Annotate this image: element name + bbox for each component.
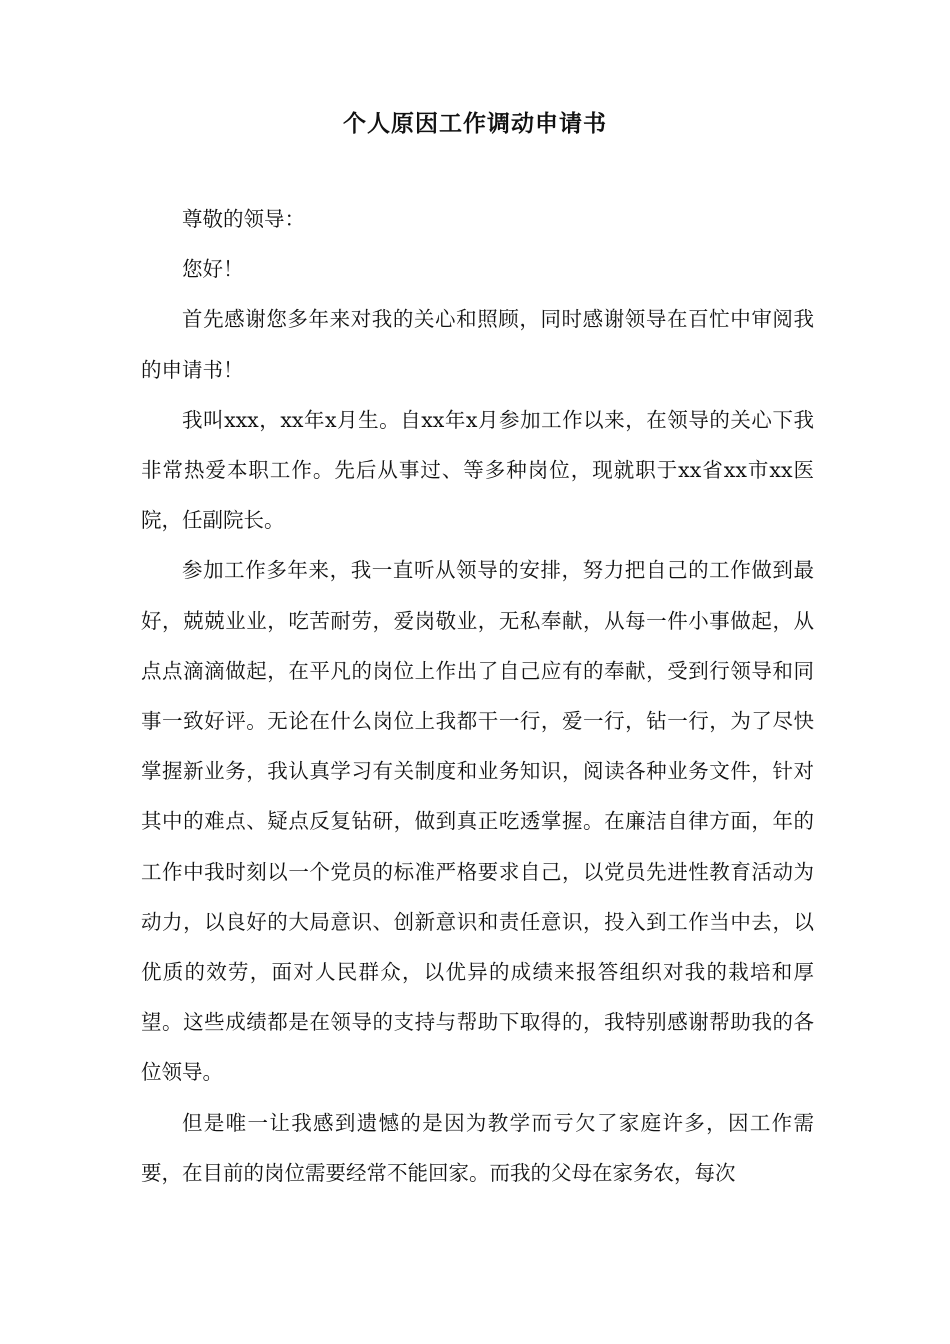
paragraph-thanks: 首先感谢您多年来对我的关心和照顾，同时感谢领导在百忙中审阅我的申请书！ (141, 307, 814, 382)
letter-body (141, 194, 814, 1198)
greeting: 您好！ (182, 257, 244, 282)
paragraph-introduction: 我叫xxx，xx年x月生。自xx年x月参加工作以来，在领导的关心下我非常热爱本职工作。先后从事过、等多种岗位，现就职于xx省xx市xx医院，任副院长。 (141, 407, 814, 533)
salutation: 尊敬的领导： (182, 207, 305, 231)
paragraph-family-reason: 但是唯一让我感到遗憾的是因为教学而亏欠了家庭许多，因工作需要，在目前的岗位需要经常不能回家。而我的父母在家务农，每次 (141, 1110, 814, 1185)
paragraph-work-record: 参加工作多年来，我一直听从领导的安排，努力把自己的工作做到最好，兢兢业业，吃苦耐劳，爱岗敬业，无私奉献，从每一件小事做起，从点点滴滴做起，在平凡的岗位上作出了自己应有的奉献，受到行领导和同事一致好评。无论在什么岗位上我都干一行，爱一行，钻一行，为了尽快掌握新业务，我认真学习有关制度和业务知识，阅读各种业务文件，针对其中的难点、疑点反复钻研，做到真正吃透掌握。在廉洁自律方面，年的工作中我时刻以一个党员的标准严格要求自己，以党员先进性教育活动为动力，以良好的大局意识、创新意识和责任意识，投入到工作当中去，以优质的效劳，面对人民群众，以优异的成绩来报答组织对我的栽培和厚望。这些成绩都是在领导的支持与帮助下取得的，我特别感谢帮助我的各位领导。 (141, 558, 814, 1085)
document-title: 个人原因工作调动申请书 (343, 110, 607, 137)
